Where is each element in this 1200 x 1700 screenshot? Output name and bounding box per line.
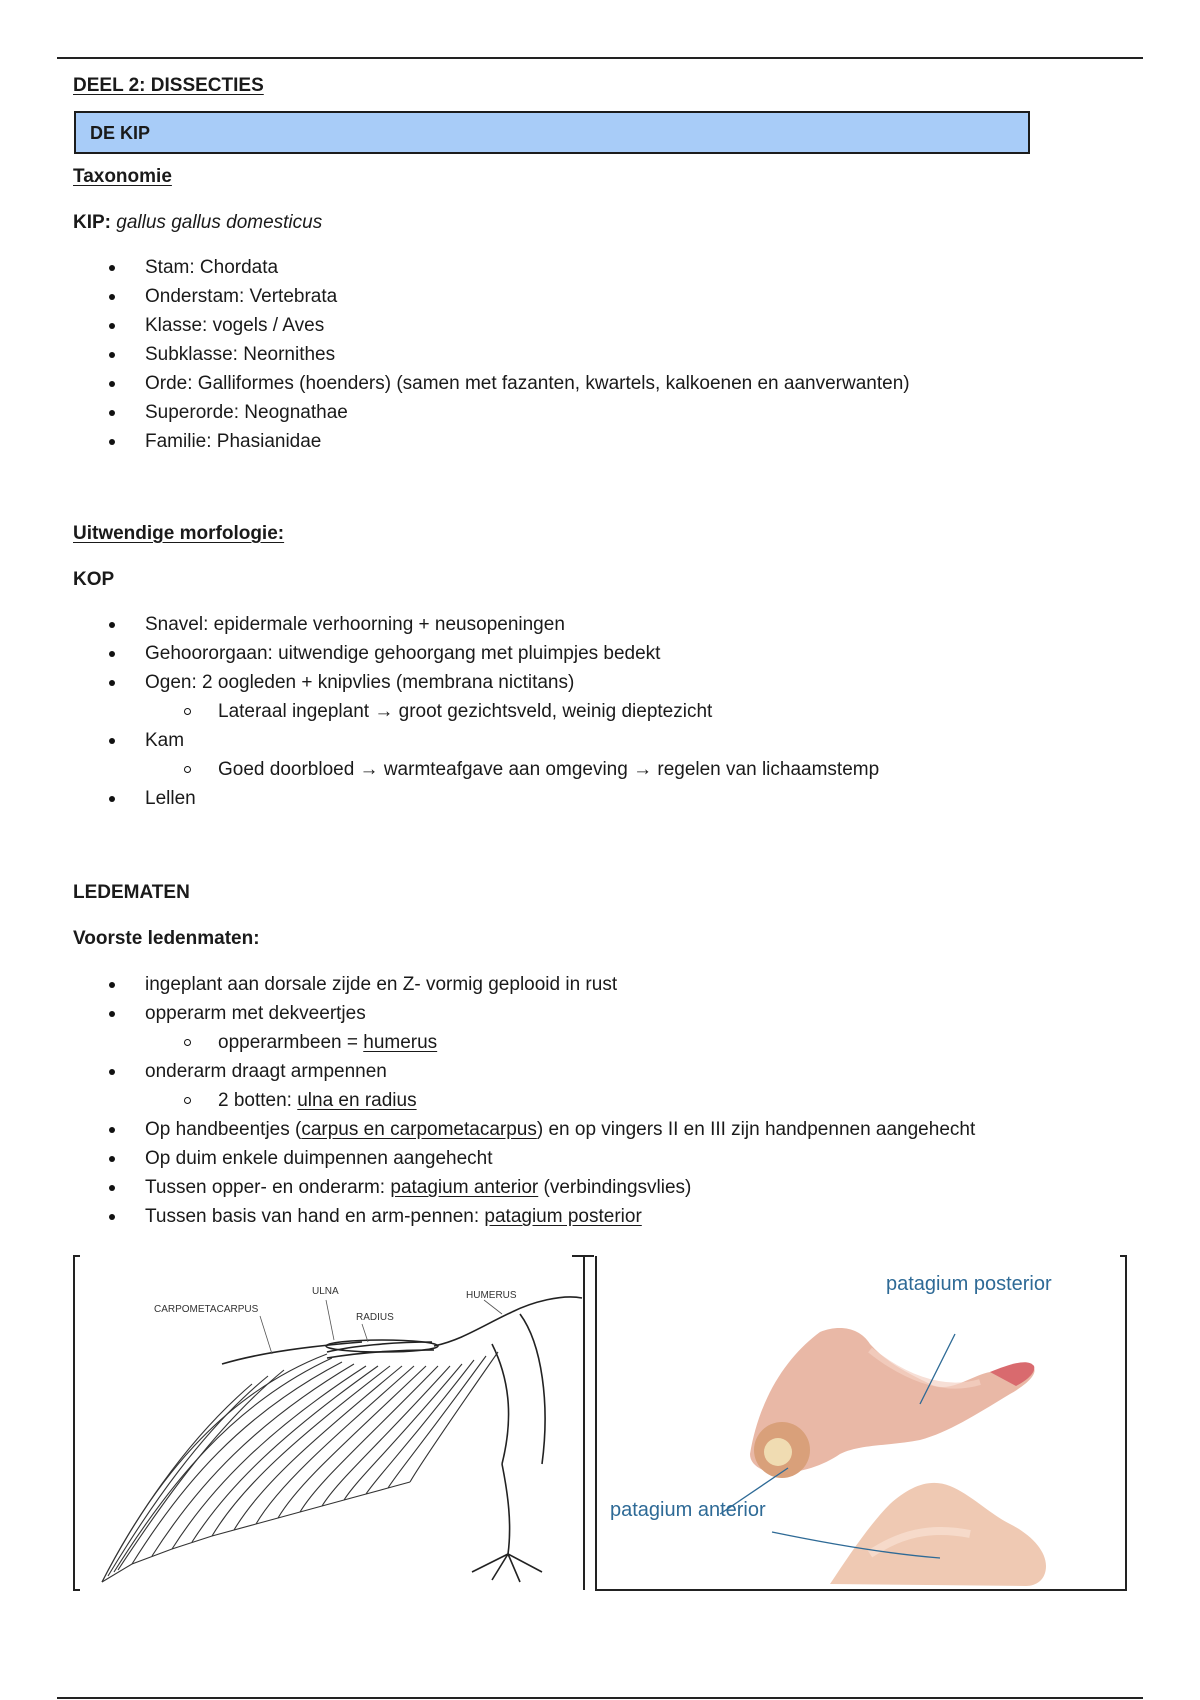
carpus-text-b: ) en op vingers II en III zijn handpennen aangehecht [536,1119,976,1140]
wing-photo [570,1254,1130,1592]
anterior-term: patagium anterior [390,1177,539,1198]
label-patagium-posterior: patagium posterior [886,1273,1052,1295]
list-item: Superorde: Neognathae [0,398,910,427]
limbs-list [0,970,975,1231]
list-item: Subklasse: Neornithes [0,340,910,369]
label-humerus: HUMERUS [466,1290,517,1301]
taxonomy-heading: Taxonomie [73,166,172,187]
carpus-text-a: Op handbeentjes ( [145,1119,302,1140]
label-carpometacarpus: CARPOMETACARPUS [154,1304,259,1315]
title-box [74,111,1030,154]
morphology-heading: Uitwendige morfologie: [73,523,285,544]
top-rule [57,57,1143,59]
list-item: Orde: Galliformes (hoenders) (samen met fazanten, kwartels, kalkoenen en aanverwanten) [0,369,910,398]
list-item: Gehoororgaan: uitwendige gehoorgang met pluimpjes bedekt [0,639,879,668]
species-label: KIP: [73,212,111,233]
list-item: Snavel: epidermale verhoorning + neusopeningen [0,610,879,639]
list-item: Onderstam: Vertebrata [0,282,910,311]
list-subitem [0,1028,975,1057]
anterior-text-b: (verbindingsvlies) [538,1177,692,1198]
label-radius: RADIUS [356,1312,394,1323]
wing-skeleton-drawing [72,1254,594,1592]
list-subitem [0,1086,975,1115]
list-item: opperarm met dekveertjes [0,999,975,1028]
head-label: KOP [73,569,115,590]
humerus-term: humerus [363,1032,438,1053]
species-name: gallus gallus domesticus [116,212,323,233]
wing-skeleton-figure [72,1254,594,1592]
humerus-text: opperarmbeen = [218,1032,364,1053]
list-item: Kam [0,726,879,755]
page-title: DE KIP [90,123,151,143]
list-item: Familie: Phasianidae [0,427,910,456]
bottom-rule [57,1697,1143,1699]
list-item: ingeplant aan dorsale zijde en Z- vormig geplooid in rust [0,970,975,999]
list-item [0,1173,975,1202]
taxonomy-list [0,253,910,456]
list-item: Ogen: 2 oogleden + knipvlies (membrana nictitans) [0,668,879,697]
posterior-text-a: Tussen basis van hand en arm-pennen: [145,1206,485,1227]
list-item: onderarm draagt armpennen [0,1057,975,1086]
label-patagium-anterior: patagium anterior [610,1499,766,1521]
bones-term: ulna en radius [297,1090,417,1111]
list-item [0,1115,975,1144]
limbs-heading: LEDEMATEN [73,882,190,903]
list-item: Lellen [0,784,879,813]
label-ulna: ULNA [312,1286,339,1297]
list-item: Op duim enkele duimpennen aangehecht [0,1144,975,1173]
carpus-term: carpus en carpometacarpus [301,1119,537,1140]
list-item: Stam: Chordata [0,253,910,282]
limbs-subheading: Voorste ledenmaten: [73,928,260,949]
list-subitem: Lateraal ingeplant → groot gezichtsveld, weinig dieptezicht [0,697,879,726]
wing-photo-figure [570,1254,1130,1592]
bones-text: 2 botten: [218,1090,298,1111]
anterior-text-a: Tussen opper- en onderarm: [145,1177,391,1198]
list-item [0,1202,975,1231]
section-heading: DEEL 2: DISSECTIES [73,75,264,96]
species-line [73,212,322,234]
head-list [0,610,879,813]
posterior-term: patagium posterior [484,1206,642,1227]
list-subitem: Goed doorbloed → warmteafgave aan omgeving → regelen van lichaamstemp [0,755,879,784]
list-item: Klasse: vogels / Aves [0,311,910,340]
